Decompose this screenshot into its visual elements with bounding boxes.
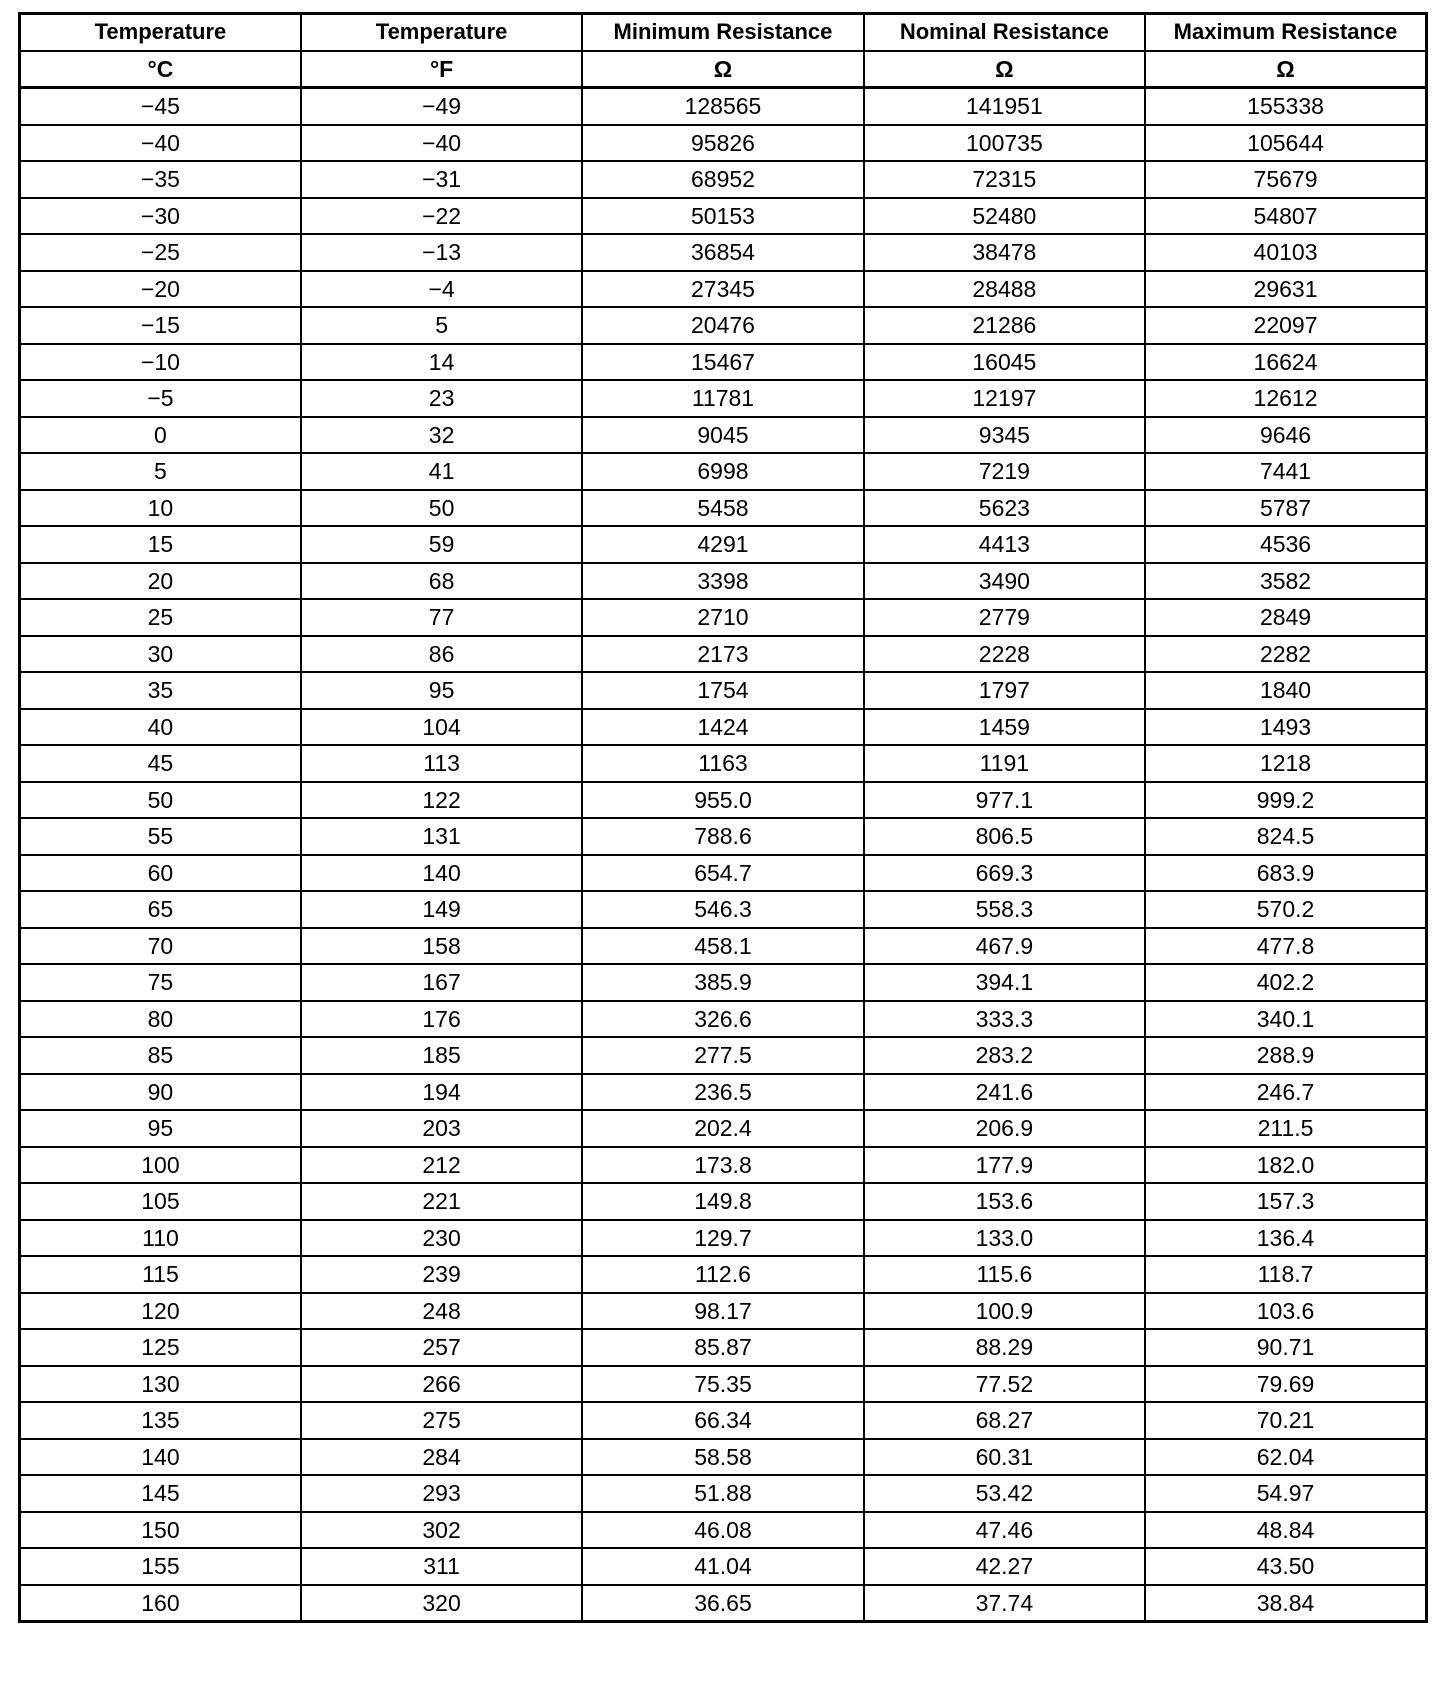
- cell-min-resistance: 41.04: [582, 1548, 863, 1585]
- table-row: [20, 198, 1427, 235]
- cell-max-resistance: 105644: [1145, 125, 1426, 162]
- cell-nominal-resistance: 52480: [864, 198, 1145, 235]
- cell-nominal-resistance: 1459: [864, 709, 1145, 746]
- cell-temp-f: 239: [301, 1256, 582, 1293]
- cell-temp-c: 125: [20, 1329, 301, 1366]
- cell-temp-f: 158: [301, 928, 582, 965]
- cell-nominal-resistance: 77.52: [864, 1366, 1145, 1403]
- cell-min-resistance: 85.87: [582, 1329, 863, 1366]
- cell-temp-c: −35: [20, 161, 301, 198]
- cell-nominal-resistance: 1191: [864, 745, 1145, 782]
- cell-max-resistance: 824.5: [1145, 818, 1426, 855]
- cell-nominal-resistance: 5623: [864, 490, 1145, 527]
- cell-temp-f: 212: [301, 1147, 582, 1184]
- cell-max-resistance: 1840: [1145, 672, 1426, 709]
- cell-temp-c: −25: [20, 234, 301, 271]
- cell-temp-c: 150: [20, 1512, 301, 1549]
- cell-nominal-resistance: 153.6: [864, 1183, 1145, 1220]
- table-row: [20, 928, 1427, 965]
- cell-temp-c: 20: [20, 563, 301, 600]
- cell-temp-c: 130: [20, 1366, 301, 1403]
- table-row: [20, 234, 1427, 271]
- table-row: [20, 1329, 1427, 1366]
- table-row: [20, 1001, 1427, 1038]
- cell-max-resistance: 40103: [1145, 234, 1426, 271]
- cell-temp-c: 100: [20, 1147, 301, 1184]
- table-row: [20, 526, 1427, 563]
- cell-min-resistance: 277.5: [582, 1037, 863, 1074]
- cell-min-resistance: 149.8: [582, 1183, 863, 1220]
- cell-temp-f: 185: [301, 1037, 582, 1074]
- table-row: [20, 380, 1427, 417]
- table-row: [20, 855, 1427, 892]
- cell-temp-c: −10: [20, 344, 301, 381]
- table-row: [20, 672, 1427, 709]
- cell-temp-f: 257: [301, 1329, 582, 1366]
- table-row: [20, 599, 1427, 636]
- cell-temp-c: 135: [20, 1402, 301, 1439]
- cell-max-resistance: 5787: [1145, 490, 1426, 527]
- table-row: [20, 818, 1427, 855]
- cell-temp-c: 140: [20, 1439, 301, 1476]
- table-row: [20, 1439, 1427, 1476]
- cell-temp-f: 122: [301, 782, 582, 819]
- table-row: [20, 1585, 1427, 1622]
- cell-temp-f: 131: [301, 818, 582, 855]
- cell-min-resistance: 129.7: [582, 1220, 863, 1257]
- cell-temp-c: 110: [20, 1220, 301, 1257]
- cell-min-resistance: 202.4: [582, 1110, 863, 1147]
- table-row: [20, 1512, 1427, 1549]
- cell-temp-c: −5: [20, 380, 301, 417]
- cell-temp-f: 95: [301, 672, 582, 709]
- cell-max-resistance: 155338: [1145, 88, 1426, 125]
- cell-min-resistance: 68952: [582, 161, 863, 198]
- cell-temp-f: 59: [301, 526, 582, 563]
- table-row: [20, 563, 1427, 600]
- cell-temp-f: 41: [301, 453, 582, 490]
- cell-temp-c: 5: [20, 453, 301, 490]
- cell-temp-f: −40: [301, 125, 582, 162]
- table-row: [20, 1147, 1427, 1184]
- cell-nominal-resistance: 4413: [864, 526, 1145, 563]
- cell-temp-c: 120: [20, 1293, 301, 1330]
- table-row: [20, 636, 1427, 673]
- cell-temp-c: 10: [20, 490, 301, 527]
- cell-temp-c: 40: [20, 709, 301, 746]
- header-temperature-c: Temperature: [20, 14, 301, 51]
- cell-max-resistance: 7441: [1145, 453, 1426, 490]
- cell-max-resistance: 54.97: [1145, 1475, 1426, 1512]
- cell-nominal-resistance: 177.9: [864, 1147, 1145, 1184]
- cell-nominal-resistance: 38478: [864, 234, 1145, 271]
- cell-nominal-resistance: 669.3: [864, 855, 1145, 892]
- cell-temp-f: 311: [301, 1548, 582, 1585]
- cell-max-resistance: 211.5: [1145, 1110, 1426, 1147]
- table-row: [20, 964, 1427, 1001]
- cell-min-resistance: 6998: [582, 453, 863, 490]
- cell-temp-c: 155: [20, 1548, 301, 1585]
- cell-temp-f: 284: [301, 1439, 582, 1476]
- cell-temp-c: 25: [20, 599, 301, 636]
- cell-temp-f: 293: [301, 1475, 582, 1512]
- cell-temp-f: 149: [301, 891, 582, 928]
- cell-nominal-resistance: 100735: [864, 125, 1145, 162]
- cell-nominal-resistance: 133.0: [864, 1220, 1145, 1257]
- cell-nominal-resistance: 3490: [864, 563, 1145, 600]
- cell-nominal-resistance: 394.1: [864, 964, 1145, 1001]
- cell-max-resistance: 2282: [1145, 636, 1426, 673]
- cell-max-resistance: 999.2: [1145, 782, 1426, 819]
- cell-temp-f: 50: [301, 490, 582, 527]
- cell-max-resistance: 340.1: [1145, 1001, 1426, 1038]
- cell-max-resistance: 70.21: [1145, 1402, 1426, 1439]
- table-row: [20, 782, 1427, 819]
- table-row: [20, 1366, 1427, 1403]
- cell-min-resistance: 1424: [582, 709, 863, 746]
- cell-max-resistance: 136.4: [1145, 1220, 1426, 1257]
- cell-nominal-resistance: 977.1: [864, 782, 1145, 819]
- cell-max-resistance: 9646: [1145, 417, 1426, 454]
- cell-temp-f: 14: [301, 344, 582, 381]
- cell-temp-f: 5: [301, 307, 582, 344]
- cell-nominal-resistance: 47.46: [864, 1512, 1145, 1549]
- cell-min-resistance: 112.6: [582, 1256, 863, 1293]
- header-nominal-resistance: Nominal Resistance: [864, 14, 1145, 51]
- table-row: [20, 453, 1427, 490]
- table-row: [20, 1074, 1427, 1111]
- cell-min-resistance: 173.8: [582, 1147, 863, 1184]
- cell-temp-f: 167: [301, 964, 582, 1001]
- cell-temp-c: 50: [20, 782, 301, 819]
- cell-max-resistance: 1493: [1145, 709, 1426, 746]
- table-header: [20, 14, 1427, 88]
- cell-max-resistance: 79.69: [1145, 1366, 1426, 1403]
- table-row: [20, 307, 1427, 344]
- cell-min-resistance: 95826: [582, 125, 863, 162]
- cell-max-resistance: 103.6: [1145, 1293, 1426, 1330]
- cell-temp-f: 194: [301, 1074, 582, 1111]
- cell-max-resistance: 157.3: [1145, 1183, 1426, 1220]
- unit-ohm-min: Ω: [582, 51, 863, 88]
- cell-temp-f: 248: [301, 1293, 582, 1330]
- cell-nominal-resistance: 558.3: [864, 891, 1145, 928]
- cell-nominal-resistance: 806.5: [864, 818, 1145, 855]
- cell-min-resistance: 326.6: [582, 1001, 863, 1038]
- cell-temp-c: 145: [20, 1475, 301, 1512]
- table-row: [20, 1183, 1427, 1220]
- cell-temp-c: 105: [20, 1183, 301, 1220]
- cell-temp-c: −15: [20, 307, 301, 344]
- cell-min-resistance: 5458: [582, 490, 863, 527]
- cell-min-resistance: 654.7: [582, 855, 863, 892]
- cell-nominal-resistance: 283.2: [864, 1037, 1145, 1074]
- cell-nominal-resistance: 88.29: [864, 1329, 1145, 1366]
- table-row: [20, 344, 1427, 381]
- table-row: [20, 1037, 1427, 1074]
- cell-temp-c: 65: [20, 891, 301, 928]
- cell-min-resistance: 75.35: [582, 1366, 863, 1403]
- cell-max-resistance: 90.71: [1145, 1329, 1426, 1366]
- cell-nominal-resistance: 28488: [864, 271, 1145, 308]
- cell-min-resistance: 546.3: [582, 891, 863, 928]
- cell-min-resistance: 1754: [582, 672, 863, 709]
- cell-min-resistance: 9045: [582, 417, 863, 454]
- cell-min-resistance: 236.5: [582, 1074, 863, 1111]
- cell-temp-f: 302: [301, 1512, 582, 1549]
- cell-min-resistance: 11781: [582, 380, 863, 417]
- cell-temp-f: 140: [301, 855, 582, 892]
- cell-max-resistance: 402.2: [1145, 964, 1426, 1001]
- cell-temp-c: 70: [20, 928, 301, 965]
- table-row: [20, 709, 1427, 746]
- cell-temp-f: 275: [301, 1402, 582, 1439]
- cell-nominal-resistance: 333.3: [864, 1001, 1145, 1038]
- cell-max-resistance: 683.9: [1145, 855, 1426, 892]
- cell-min-resistance: 458.1: [582, 928, 863, 965]
- table-row: [20, 891, 1427, 928]
- table-body: [20, 88, 1427, 1622]
- cell-temp-f: 113: [301, 745, 582, 782]
- cell-temp-c: 75: [20, 964, 301, 1001]
- cell-min-resistance: 20476: [582, 307, 863, 344]
- cell-max-resistance: 477.8: [1145, 928, 1426, 965]
- cell-temp-c: 15: [20, 526, 301, 563]
- cell-max-resistance: 43.50: [1145, 1548, 1426, 1585]
- cell-nominal-resistance: 72315: [864, 161, 1145, 198]
- cell-temp-c: 60: [20, 855, 301, 892]
- header-minimum-resistance: Minimum Resistance: [582, 14, 863, 51]
- cell-nominal-resistance: 467.9: [864, 928, 1145, 965]
- cell-temp-f: 23: [301, 380, 582, 417]
- cell-nominal-resistance: 68.27: [864, 1402, 1145, 1439]
- table-row: [20, 490, 1427, 527]
- cell-max-resistance: 2849: [1145, 599, 1426, 636]
- table-row: [20, 745, 1427, 782]
- table-row: [20, 1475, 1427, 1512]
- table-row: [20, 1110, 1427, 1147]
- cell-max-resistance: 29631: [1145, 271, 1426, 308]
- cell-temp-c: −20: [20, 271, 301, 308]
- table-row: [20, 1548, 1427, 1585]
- cell-min-resistance: 50153: [582, 198, 863, 235]
- cell-nominal-resistance: 21286: [864, 307, 1145, 344]
- table-row: [20, 1256, 1427, 1293]
- cell-nominal-resistance: 206.9: [864, 1110, 1145, 1147]
- cell-nominal-resistance: 60.31: [864, 1439, 1145, 1476]
- cell-temp-f: 203: [301, 1110, 582, 1147]
- table-row: [20, 271, 1427, 308]
- units-row: [20, 51, 1427, 88]
- cell-max-resistance: 48.84: [1145, 1512, 1426, 1549]
- cell-temp-c: 85: [20, 1037, 301, 1074]
- cell-temp-c: −40: [20, 125, 301, 162]
- cell-temp-c: 0: [20, 417, 301, 454]
- cell-max-resistance: 22097: [1145, 307, 1426, 344]
- cell-temp-f: −22: [301, 198, 582, 235]
- unit-fahrenheit: °F: [301, 51, 582, 88]
- cell-max-resistance: 1218: [1145, 745, 1426, 782]
- table-row: [20, 161, 1427, 198]
- table-row: [20, 88, 1427, 125]
- cell-nominal-resistance: 37.74: [864, 1585, 1145, 1622]
- cell-temp-c: 45: [20, 745, 301, 782]
- cell-nominal-resistance: 241.6: [864, 1074, 1145, 1111]
- cell-nominal-resistance: 115.6: [864, 1256, 1145, 1293]
- cell-min-resistance: 58.58: [582, 1439, 863, 1476]
- cell-min-resistance: 2173: [582, 636, 863, 673]
- cell-temp-f: 221: [301, 1183, 582, 1220]
- cell-min-resistance: 36854: [582, 234, 863, 271]
- cell-min-resistance: 36.65: [582, 1585, 863, 1622]
- cell-min-resistance: 385.9: [582, 964, 863, 1001]
- cell-min-resistance: 2710: [582, 599, 863, 636]
- cell-nominal-resistance: 2779: [864, 599, 1145, 636]
- cell-nominal-resistance: 7219: [864, 453, 1145, 490]
- cell-temp-c: 80: [20, 1001, 301, 1038]
- cell-temp-f: 68: [301, 563, 582, 600]
- cell-nominal-resistance: 1797: [864, 672, 1145, 709]
- cell-max-resistance: 12612: [1145, 380, 1426, 417]
- cell-max-resistance: 54807: [1145, 198, 1426, 235]
- cell-nominal-resistance: 53.42: [864, 1475, 1145, 1512]
- cell-temp-f: 104: [301, 709, 582, 746]
- header-row: [20, 14, 1427, 51]
- header-temperature-f: Temperature: [301, 14, 582, 51]
- cell-temp-c: 115: [20, 1256, 301, 1293]
- cell-min-resistance: 98.17: [582, 1293, 863, 1330]
- cell-temp-c: −30: [20, 198, 301, 235]
- unit-ohm-max: Ω: [1145, 51, 1426, 88]
- cell-temp-c: 160: [20, 1585, 301, 1622]
- cell-max-resistance: 4536: [1145, 526, 1426, 563]
- unit-ohm-nominal: Ω: [864, 51, 1145, 88]
- table-row: [20, 1293, 1427, 1330]
- cell-temp-f: 266: [301, 1366, 582, 1403]
- cell-min-resistance: 27345: [582, 271, 863, 308]
- cell-temp-c: 35: [20, 672, 301, 709]
- cell-temp-c: 95: [20, 1110, 301, 1147]
- cell-max-resistance: 62.04: [1145, 1439, 1426, 1476]
- cell-max-resistance: 182.0: [1145, 1147, 1426, 1184]
- cell-temp-f: 77: [301, 599, 582, 636]
- cell-temp-f: 230: [301, 1220, 582, 1257]
- resistance-table: [18, 12, 1428, 1623]
- cell-min-resistance: 788.6: [582, 818, 863, 855]
- cell-min-resistance: 1163: [582, 745, 863, 782]
- cell-nominal-resistance: 9345: [864, 417, 1145, 454]
- cell-temp-c: −45: [20, 88, 301, 125]
- cell-temp-f: −31: [301, 161, 582, 198]
- cell-max-resistance: 3582: [1145, 563, 1426, 600]
- cell-max-resistance: 75679: [1145, 161, 1426, 198]
- cell-max-resistance: 38.84: [1145, 1585, 1426, 1622]
- cell-temp-f: 320: [301, 1585, 582, 1622]
- cell-min-resistance: 66.34: [582, 1402, 863, 1439]
- cell-nominal-resistance: 100.9: [864, 1293, 1145, 1330]
- cell-min-resistance: 3398: [582, 563, 863, 600]
- cell-min-resistance: 955.0: [582, 782, 863, 819]
- cell-temp-f: −4: [301, 271, 582, 308]
- cell-min-resistance: 46.08: [582, 1512, 863, 1549]
- cell-nominal-resistance: 12197: [864, 380, 1145, 417]
- cell-temp-f: 86: [301, 636, 582, 673]
- table-row: [20, 1402, 1427, 1439]
- cell-max-resistance: 16624: [1145, 344, 1426, 381]
- cell-max-resistance: 288.9: [1145, 1037, 1426, 1074]
- cell-min-resistance: 128565: [582, 88, 863, 125]
- cell-min-resistance: 15467: [582, 344, 863, 381]
- cell-temp-c: 90: [20, 1074, 301, 1111]
- table-row: [20, 125, 1427, 162]
- cell-temp-c: 55: [20, 818, 301, 855]
- cell-min-resistance: 51.88: [582, 1475, 863, 1512]
- header-maximum-resistance: Maximum Resistance: [1145, 14, 1426, 51]
- cell-temp-c: 30: [20, 636, 301, 673]
- cell-nominal-resistance: 141951: [864, 88, 1145, 125]
- cell-nominal-resistance: 42.27: [864, 1548, 1145, 1585]
- unit-celsius: °C: [20, 51, 301, 88]
- cell-temp-f: 32: [301, 417, 582, 454]
- cell-temp-f: −49: [301, 88, 582, 125]
- cell-nominal-resistance: 16045: [864, 344, 1145, 381]
- cell-temp-f: 176: [301, 1001, 582, 1038]
- cell-max-resistance: 246.7: [1145, 1074, 1426, 1111]
- table-row: [20, 1220, 1427, 1257]
- cell-nominal-resistance: 2228: [864, 636, 1145, 673]
- cell-min-resistance: 4291: [582, 526, 863, 563]
- table-row: [20, 417, 1427, 454]
- cell-max-resistance: 118.7: [1145, 1256, 1426, 1293]
- cell-temp-f: −13: [301, 234, 582, 271]
- cell-max-resistance: 570.2: [1145, 891, 1426, 928]
